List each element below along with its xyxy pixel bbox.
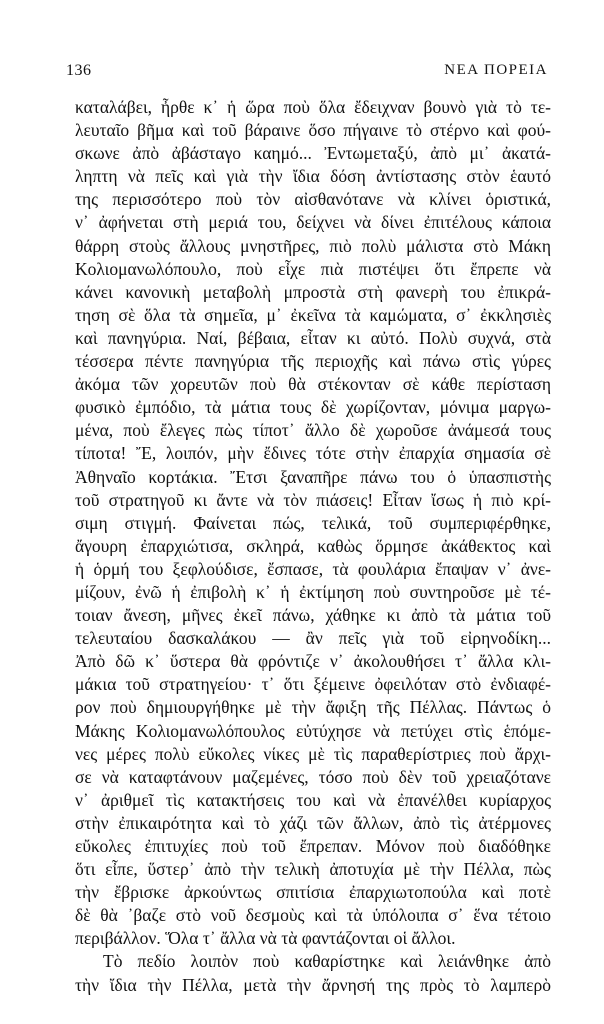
text-line: Τὸ πεδίο λοιπὸν ποὺ καθαρίστηκε καὶ λειάνθηκε ἀπὸ <box>103 951 551 972</box>
text-line: λευταῖο βῆμα καὶ τοῦ βάραινε ὅσο πήγαινε τὸ στέρνο καὶ φού- <box>75 120 551 141</box>
text-line: νες μέρες πολὺ εὔκολες νίκες μὲ τὶς παραθερίστριες ποὺ ἄρχι- <box>75 743 551 764</box>
text-line: ἄγουρη ἐπαρχιώτισα, σκληρά, καθὼς ὅρμησε ἀκάθεκτος καὶ <box>75 535 551 556</box>
text-line: της περισσότερο ποὺ τὸν αἰσθανότανε νὰ κλίνει ὁριστικά, <box>75 189 551 210</box>
text-line: τίποτα! Ἔ, λοιπόν, μὴν ἔδινες τότε στὴν ἐπαρχία σημασία σὲ <box>75 443 551 464</box>
journal-title: ΝΕΑ ΠΟΡΕΙΑ <box>444 62 548 78</box>
text-line: τὴν ἔβρισκε ἀρκούντως σπιτίσια ἐπαρχιωτοπούλα καὶ ποτὲ <box>75 882 551 903</box>
text-line: τελευταίου δασκαλάκου — ἂν πεῖς γιὰ τοῦ εἰρηνοδίκη... <box>75 628 551 649</box>
text-line: φυσικὸ ἐμπόδιο, τὰ μάτια τους δὲ χωρίζονταν, μόνιμα μαργω- <box>75 397 551 418</box>
text-line: σιμη στιγμή. Φαίνεται πώς, τελικά, τοῦ συμπεριφέρθηκε, <box>75 512 551 533</box>
text-line: μένα, ποὺ ἔλεγες πὼς τίποτ᾿ ἄλλο δὲ χωροῦσε ἀνάμεσά τους <box>75 420 551 441</box>
text-line: κάνει κανονικὴ μεταβολὴ μπροστὰ στὴ φανερὴ του ἐπικρά- <box>75 281 551 302</box>
text-line: τὴν ἴδια τὴν Πέλλα, μετὰ τὴν ἄρνησή της πρὸς τὸ λαμπερὸ <box>75 974 551 995</box>
text-line: τοῦ στρατηγοῦ κι ἄντε νὰ τὸν πιάσεις! Εἶταν ἴσως ἡ πιὸ κρί- <box>75 489 551 510</box>
page-number: 136 <box>66 62 92 79</box>
text-line: σε νὰ καταφτάνουν μαζεμένες, τόσο ποὺ δὲν τοῦ χρειαζότανε <box>75 766 551 787</box>
text-line: τέσσερα πέντε πανηγύρια τῆς περιοχῆς καὶ πάνω στὶς γύρες <box>75 351 551 372</box>
running-head <box>66 62 548 82</box>
text-line: ὅτι εἶπε, ὕστερ᾿ ἀπὸ τὴν τελικὴ ἀποτυχία μὲ τὴν Πέλλα, πὼς <box>75 859 551 880</box>
text-line: ν᾿ ἀριθμεῖ τὶς κατακτήσεις του καὶ νὰ ἐπανέλθει κυρίαρχος <box>75 789 551 810</box>
text-line: ν᾿ ἀφήνεται στὴ μεριά του, δείχνει νὰ δίνει ἐπιτέλους κάποια <box>75 212 551 233</box>
text-line: ληπτη νὰ πεῖς καὶ γιὰ τὴν ἴδια δόση ἀντίστασης στὸν ἑαυτό <box>75 166 551 187</box>
text-line: στὴν ἐπικαιρότητα καὶ τὸ χάζι τῶν ἄλλων, ἀπὸ τὶς ἀτέρμονες <box>75 812 551 833</box>
text-line: τοιαν ἄνεση, μῆνες ἐκεῖ πάνω, χάθηκε κι ἀπὸ τὰ μάτια τοῦ <box>75 605 551 626</box>
text-line: περιβάλλον. Ὅλα τ᾿ ἄλλα νὰ τὰ φαντάζονται οἱ ἄλλοι. <box>75 928 456 949</box>
text-line: ἡ ὁρμή του ξεφλούδισε, ἔσπασε, τὰ φουλάρια ἔπαψαν ν᾿ ἀνε- <box>75 558 551 579</box>
text-line: εὔκολες ἐπιτυχίες ποὺ τοῦ ἔπρεπαν. Μόνον ποὺ διαδόθηκε <box>75 836 551 856</box>
text-line: Ἀπὸ δῶ κ᾿ ὕστερα θὰ φρόντιζε ν᾿ ἀκολουθήσει τ᾿ ἄλλα κλι- <box>75 651 551 672</box>
text-line: Μάκης Κολιομανωλόπουλος εὐτύχησε νὰ πετύχει στὶς ἑπόμε- <box>75 720 551 741</box>
text-line: δὲ θὰ ᾿βαζε στὸ νοῦ δεσμοὺς καὶ τὰ ὑπόλοιπα σ᾿ ἕνα τέτοιο <box>75 905 551 926</box>
text-line: ἀκόμα τῶν χορευτῶν ποὺ θὰ στέκονταν σὲ κάθε περίσταση <box>75 374 551 395</box>
text-line: ρον ποὺ δημιουργήθηκε μὲ τὴν ἄφιξη τῆς Πέλλας. Πάντως ὁ <box>75 697 551 718</box>
text-line: θάρρη στοὺς ἄλλους μνηστῆρες, πιὸ πολὺ μάλιστα στὸ Μάκη <box>75 235 551 256</box>
text-line: τηση σὲ ὅλα τὰ σημεῖα, μ᾿ ἐκεῖνα τὰ καμώματα, σ᾿ ἐκκλησιὲς <box>75 304 551 325</box>
body-text <box>75 96 551 997</box>
text-line: μίζουν, ἐνῶ ἡ ἐπιβολὴ κ᾿ ἡ ἐκτίμηση ποὺ συντηροῦσε μὲ τέ- <box>75 581 551 602</box>
text-line: καταλάβει, ἦρθε κ᾿ ἡ ὥρα ποὺ ὅλα ἔδειχναν βουνὸ γιὰ τὸ τε- <box>75 97 551 117</box>
text-line: Ἀθηναῖο κορτάκια. Ἔτσι ξαναπῆρε πάνω του ὁ ὑπασπιστὴς <box>75 466 551 487</box>
text-line: καὶ πανηγύρια. Ναί, βέβαια, εἶταν κι αὐτό. Πολὺ συχνά, στὰ <box>75 327 551 348</box>
text-line: σκωνε ἀπὸ ἀβάσταγο καημό... Ἐντωμεταξύ, ἀπὸ μι᾿ ἀκατά- <box>75 143 551 164</box>
text-line: Κολιομανωλόπουλο, ποὺ εἶχε πιὰ πιστέψει ὅτι ἔπρεπε νὰ <box>75 258 551 279</box>
text-line: μάκια τοῦ στρατηγείου· τ᾿ ὅτι ξέμεινε ὀφειλόταν στὸ ἐνδιαφέ- <box>75 674 551 695</box>
